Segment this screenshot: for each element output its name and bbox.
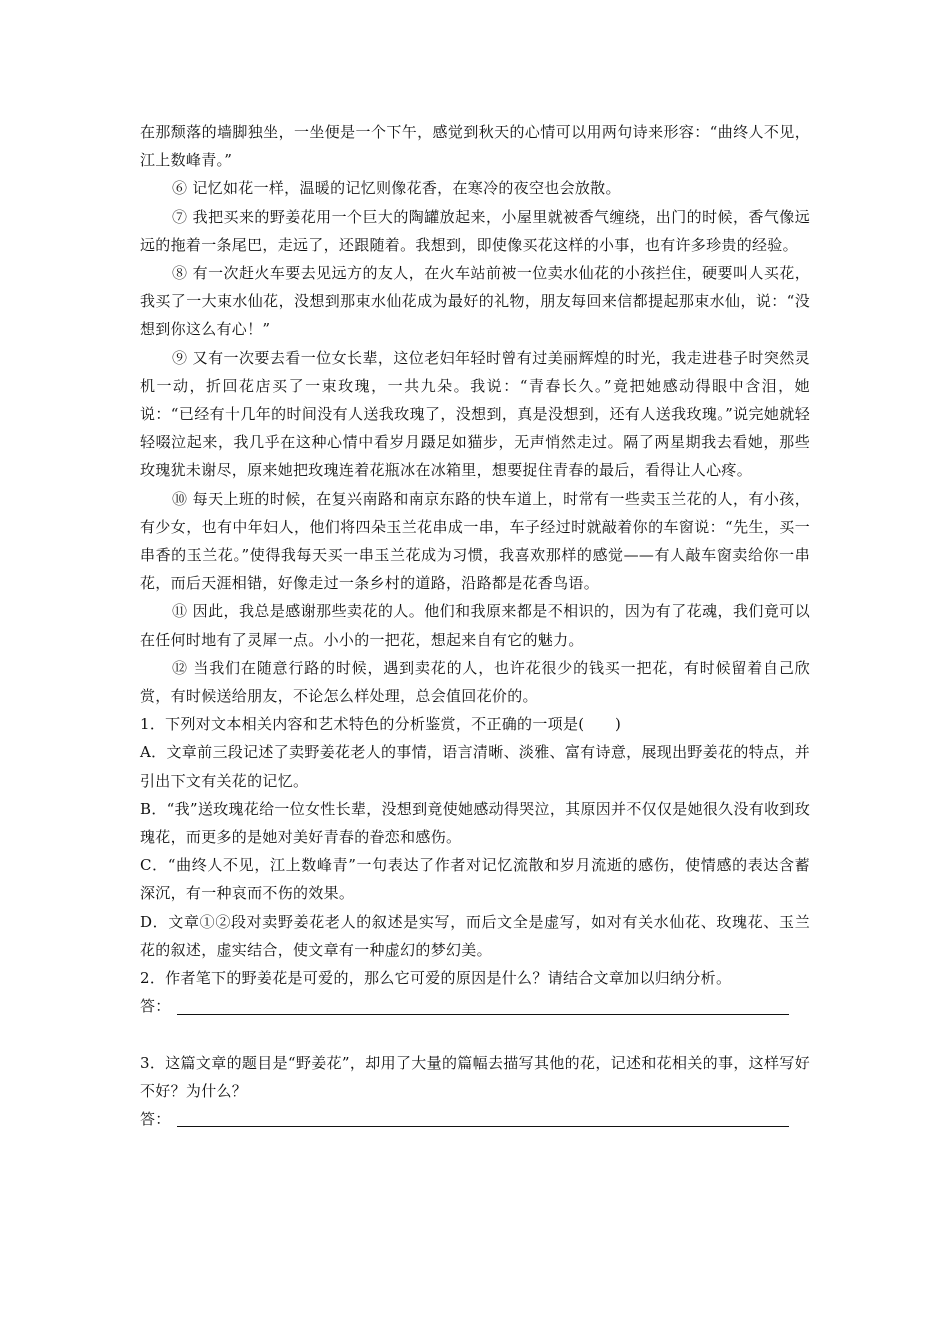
paragraph-10: ⑩ 每天上班的时候，在复兴南路和南京东路的快车道上，时常有一些卖玉兰花的人，有小孩，有少女，也有中年妇人，他们将四朵玉兰花串成一串，车子经过时就敲着你的车窗说：“先生，买一串香的玉兰花。”使得我每天买一串玉兰花成为习惯，我喜欢那样的感觉——有人敲车窗卖给你一串花，而后天涯相错，好像走过一条乡村的道路，沿路都是花香鸟语。: [140, 489, 810, 593]
answer-label: 答：: [140, 997, 171, 1016]
paragraph-7: ⑦ 我把买来的野姜花用一个巨大的陶罐放起来，小屋里就被香气缠绕，出门的时候，香气像远远的拖着一条尾巴，走远了，还跟随着。我想到，即使像买花这样的小事，也有许多珍贵的经验。: [140, 207, 810, 254]
paragraph-8: ⑧ 有一次赶火车要去见远方的友人，在火车站前被一位卖水仙花的小孩拦住，硬要叫人买花，我买了一大束水仙花，没想到那束水仙花成为最好的礼物，朋友每回来信都提起那束水仙，说：“没想到你这么有心！”: [140, 264, 810, 339]
question-1-option-a: A．文章前三段记述了卖野姜花老人的事情，语言清晰、淡雅、富有诗意，展现出野姜花的特点，并引出下文有关花的记忆。: [140, 743, 810, 790]
paragraph-5-continued: 在那颓落的墙脚独坐，一坐便是一个下午，感觉到秋天的心情可以用两句诗来形容：“曲终人不见，江上数峰青。”: [140, 123, 810, 170]
question-1-stem: 1．下列对文本相关内容和艺术特色的分析鉴赏，不正确的一项是( ): [140, 715, 622, 734]
document-page: [140, 118, 810, 1133]
question-3-stem: 3．这篇文章的题目是“野姜花”，却用了大量的篇幅去描写其他的花，记述和花相关的事，这样写好不好？为什么？: [140, 1053, 810, 1100]
paragraph-12: ⑫ 当我们在随意行路的时候，遇到卖花的人，也许花很少的钱买一把花，有时候留着自己欣赏，有时候送给朋友，不论怎么样处理，总会值回花价的。: [140, 658, 810, 706]
question-1-option-d: D．文章①②段对卖野姜花老人的叙述是实写，而后文全是虚写，如对有关水仙花、玫瑰花、玉兰花的叙述，虚实结合，使文章有一种虚幻的梦幻美。: [140, 912, 810, 959]
question-1-option-c: C．“曲终人不见，江上数峰青”一句表达了作者对记忆流散和岁月流逝的感伤，使情感的表达含蓄深沉，有一种哀而不伤的效果。: [140, 856, 810, 903]
answer-line[interactable]: [177, 1014, 789, 1015]
paragraph-6: ⑥ 记忆如花一样，温暖的记忆则像花香，在寒冷的夜空也会放散。: [172, 179, 621, 198]
question-2-stem: 2．作者笔下的野姜花是可爱的，那么它可爱的原因是什么？请结合文章加以归纳分析。: [140, 969, 732, 988]
question-3-answer: [140, 1105, 810, 1133]
question-2-answer: [140, 992, 810, 1020]
spacer: [140, 1021, 810, 1049]
answer-label: 答：: [140, 1109, 171, 1128]
paragraph-11: ⑪ 因此，我总是感谢那些卖花的人。他们和我原来都是不相识的，因为有了花魂，我们竟可以在任何时地有了灵犀一点。小小的一把花，想起来自有它的魅力。: [140, 602, 810, 649]
answer-line[interactable]: [177, 1126, 789, 1127]
paragraph-9: ⑨ 又有一次要去看一位女长辈，这位老妇年轻时曾有过美丽辉煌的时光，我走进巷子时突然灵机一动，折回花店买了一束玫瑰，一共九朵。我说：“青春长久。”竟把她感动得眼中含泪，她说：“已经有十几年的时间没有人送我玫瑰了，没想到，真是没想到，还有人送我玫瑰。”说完她就轻轻啜泣起来，我几乎在这种心情中看岁月蹑足如猫步，无声悄然走过。隔了两星期我去看她，那些玫瑰犹未谢尽，原来她把玫瑰连着花瓶冰在冰箱里，想要捉住青春的最后，看得让人心疼。: [140, 348, 810, 480]
question-1-option-b: B．“我”送玫瑰花给一位女性长辈，没想到竟使她感动得哭泣，其原因并不仅仅是她很久没有收到玫瑰花，而更多的是她对美好青春的眷恋和感伤。: [140, 799, 810, 847]
